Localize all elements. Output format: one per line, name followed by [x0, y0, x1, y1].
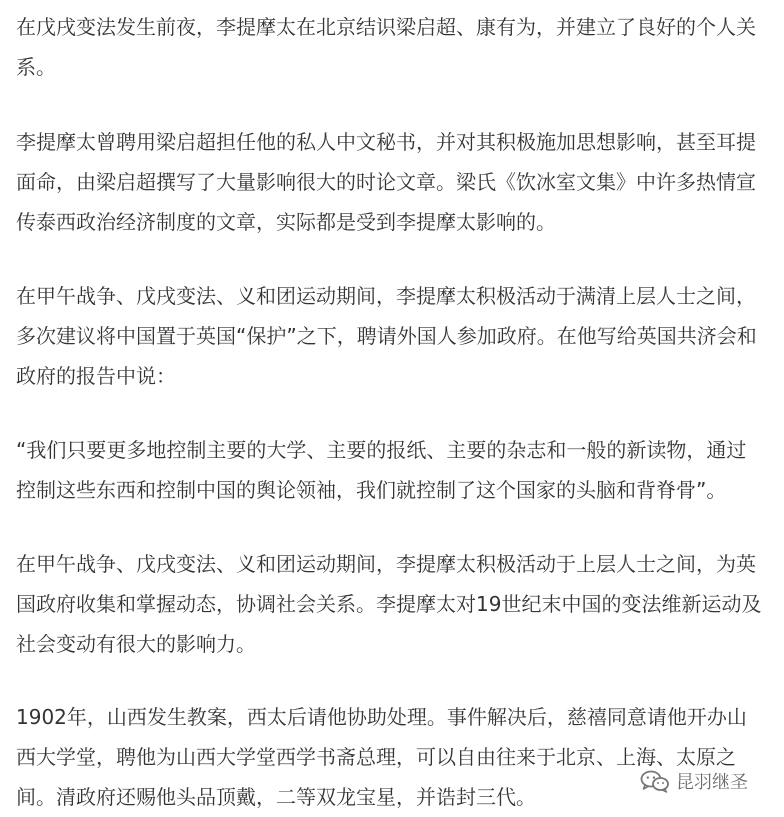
text-line: 控制这些东西和控制中国的舆论领袖，我们就控制了这个国家的头脑和背脊骨”。	[16, 478, 727, 502]
text-line: 李提摩太曾聘用梁启超担任他的私人中文秘书，并对其积极施加思想影响，甚至耳提	[16, 130, 756, 154]
text-line: “我们只要更多地控制主要的大学、主要的报纸、主要的杂志和一般的新读物，通过	[16, 438, 747, 462]
paragraph-6	[16, 697, 781, 817]
text-line: 在甲午战争、戊戌变法、义和团运动期间，李提摩太积极活动于满清上层人士之间，	[16, 284, 756, 308]
paragraph-1	[16, 7, 781, 87]
text-line: 在甲午战争、戊戌变法、义和团运动期间，李提摩太积极活动于上层人士之间，为英	[16, 552, 756, 576]
watermark	[640, 767, 748, 795]
text-line: 系。	[16, 55, 56, 79]
text-line: 间。清政府还赐他头品顶戴，二等双龙宝星，并诰封三代。	[16, 785, 536, 809]
paragraph-3	[16, 276, 781, 396]
text-line: 1902年，山西发生教案，西太后请他协助处理。事件解决后，慈禧同意请他开办山	[16, 705, 747, 729]
text-line: 面命，由梁启超撰写了大量影响很大的时论文章。梁氏《饮冰室文集》中许多热情宣	[16, 170, 756, 194]
text-line: 社会变动有很大的影响力。	[16, 632, 256, 656]
watermark-text: 昆羽继圣	[676, 772, 748, 793]
text-line: 在戊戌变法发生前夜，李提摩太在北京结识梁启超、康有为，并建立了良好的个人关	[16, 15, 756, 39]
paragraph-4	[16, 430, 781, 510]
text-line: 西大学堂，聘他为山西大学堂西学书斋总理，可以自由往来于北京、上海、太原之	[16, 745, 736, 769]
text-line: 传泰西政治经济制度的文章，实际都是受到李提摩太影响的。	[16, 210, 556, 234]
text-line: 政府的报告中说：	[16, 364, 176, 388]
text-line: 多次建议将中国置于英国“保护”之下，聘请外国人参加政府。在他写给英国共济会和	[16, 324, 757, 348]
paragraph-5	[16, 544, 781, 664]
paragraph-2	[16, 122, 781, 242]
wechat-icon	[640, 769, 670, 793]
text-line: 国政府收集和掌握动态，协调社会关系。李提摩太对19世纪末中国的变法维新运动及	[16, 592, 762, 616]
